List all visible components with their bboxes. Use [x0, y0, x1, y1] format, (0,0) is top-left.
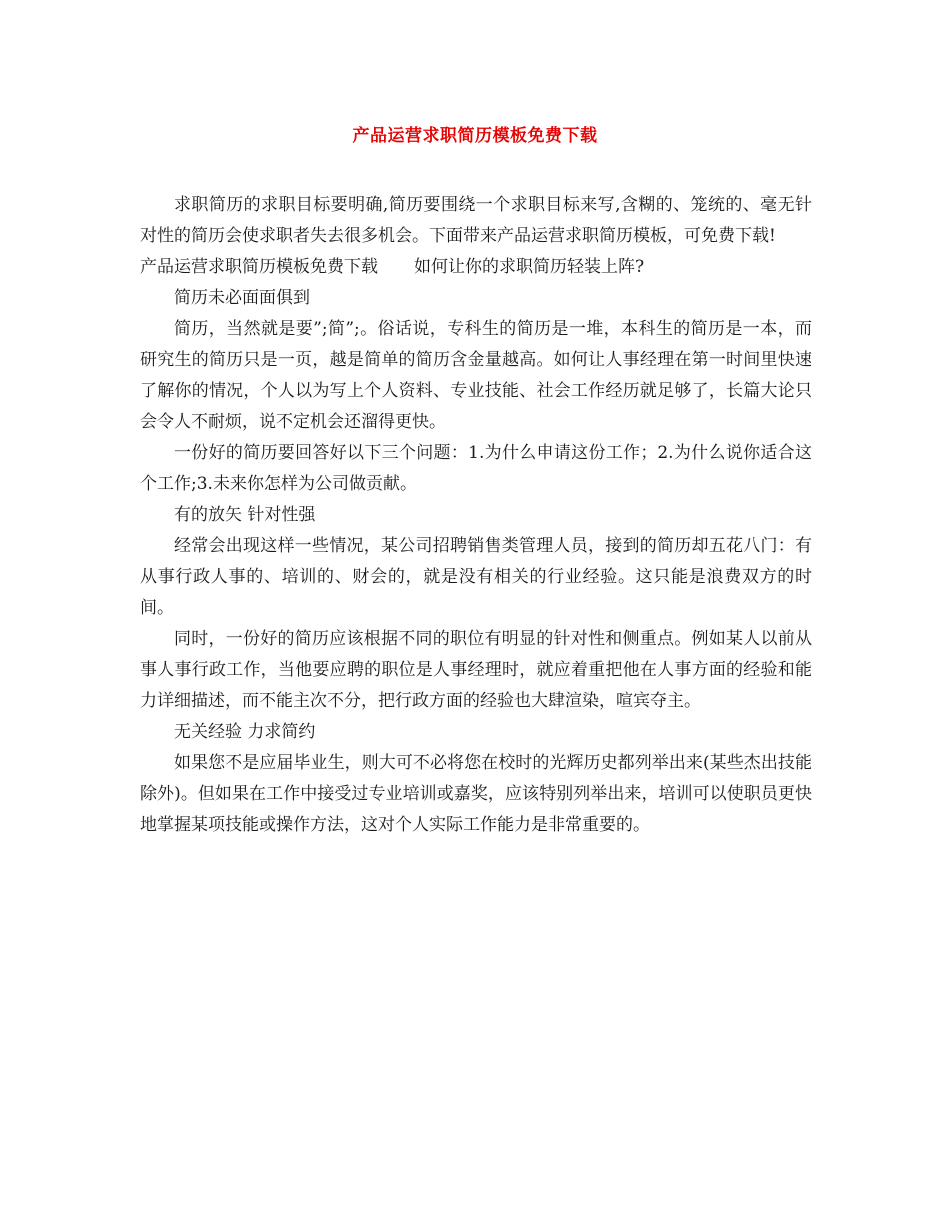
section-heading: 有的放矢 针对性强 — [174, 505, 316, 525]
link-line-right: 如何让你的求职简历轻装上阵? — [414, 257, 645, 277]
section-heading: 简历未必面面俱到 — [174, 288, 310, 308]
intro-paragraph: 求职简历的求职目标要明确,简历要围绕一个求职目标来写,含糊的、笼统的、毫无针对性的简历会使求职者失去很多机会。下面带来产品运营求职简历模板，可免费下载! — [140, 195, 812, 246]
document-body — [140, 190, 812, 841]
body-paragraph: 一份好的简历要回答好以下三个问题：1.为什么申请这份工作；2.为什么说你适合这个工作;3.未来你怎样为公司做贡献。 — [140, 443, 812, 494]
body-paragraph: 经常会出现这样一些情况，某公司招聘销售类管理人员，接到的简历却五花八门：有从事行政人事的、培训的、财会的，就是没有相关的行业经验。这只能是浪费双方的时间。 — [140, 536, 812, 618]
document-title: 产品运营求职简历模板免费下载 — [352, 126, 598, 146]
section-heading: 无关经验 力求简约 — [174, 722, 316, 742]
link-line — [140, 252, 812, 283]
body-paragraph: 简历，当然就是要”;简”;。俗话说，专科生的简历是一堆，本科生的简历是一本，而研究生的简历只是一页，越是简单的简历含金量越高。如何让人事经理在第一时间里快速了解你的情况，个人以为写上个人资料、专业技能、社会工作经历就足够了，长篇大论只会令人不耐烦，说不定机会还溜得更快。 — [140, 319, 812, 432]
body-paragraph: 如果您不是应届毕业生，则大可不必将您在校时的光辉历史都列举出来(某些杰出技能除外)。但如果在工作中接受过专业培训或嘉奖，应该特别列举出来，培训可以使职员更快地掌握某项技能或操作方法，这对个人实际工作能力是非常重要的。 — [140, 753, 812, 835]
body-paragraph: 同时，一份好的简历应该根据不同的职位有明显的针对性和侧重点。例如某人以前从事人事行政工作，当他要应聘的职位是人事经理时，就应着重把他在人事方面的经验和能力详细描述，而不能主次不分，把行政方面的经验也大肆渲染，喧宾夺主。 — [140, 629, 812, 711]
link-line-left: 产品运营求职简历模板免费下载 — [140, 257, 378, 277]
